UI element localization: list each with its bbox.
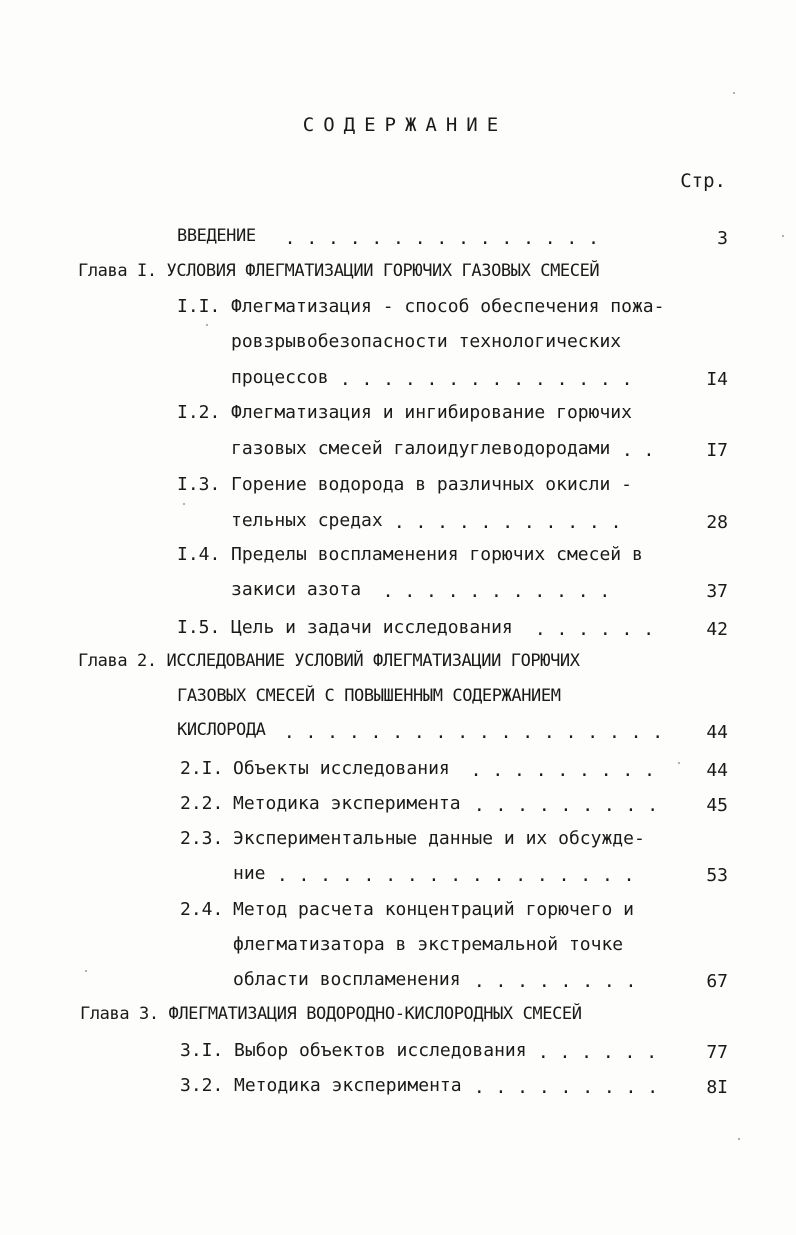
toc-leader-dots: . . . . . . . . . bbox=[463, 795, 659, 816]
toc-page-number: 67 bbox=[706, 971, 728, 992]
toc-page-number: 53 bbox=[706, 865, 728, 886]
toc-chapter-title-line: ГАЗОВЫХ СМЕСЕЙ С ПОВЫШЕННЫМ СОДЕРЖАНИЕМ bbox=[177, 686, 561, 706]
scan-speck bbox=[782, 235, 784, 237]
toc-leader-dots: . . . . . . bbox=[524, 619, 655, 640]
toc-page-number: 44 bbox=[706, 760, 728, 781]
toc-section-title-line: Методика эксперимента bbox=[234, 1075, 462, 1096]
toc-leader-dots: . . . . . . . . . . . bbox=[383, 512, 622, 533]
toc-leader-dots: . . . . . . . . . . . . . . . . . . bbox=[273, 722, 664, 743]
toc-section-title-line: Горение водорода в различных окисли - bbox=[231, 474, 632, 495]
toc-section-title-line: ровзрывобезопасности технологических bbox=[231, 331, 622, 352]
toc-section-number: I.4. bbox=[177, 544, 221, 565]
toc-leader-dots: . . . . . . . . . . . bbox=[361, 581, 611, 602]
toc-section-title-line: процессов bbox=[231, 367, 329, 388]
toc-chapter-3-heading: Глава 3. ФЛЕГМАТИЗАЦИЯ ВОДОРОДНО-КИСЛОРОДНЫХ СМЕСЕЙ bbox=[80, 1004, 582, 1024]
toc-leader-dots: . . bbox=[611, 440, 655, 461]
toc-section-number: 2.I. bbox=[180, 758, 224, 779]
toc-section-number: 3.I. bbox=[180, 1040, 224, 1061]
page-title: СОДЕРЖАНИЕ bbox=[302, 114, 508, 136]
toc-section-title-line: Флегматизация и ингибирование горючих bbox=[231, 402, 632, 423]
toc-page-number: 42 bbox=[706, 619, 728, 640]
toc-page-number: 37 bbox=[706, 581, 728, 602]
toc-section-number: I.I. bbox=[177, 296, 221, 317]
scan-speck bbox=[206, 324, 208, 326]
toc-section-number: 2.3. bbox=[180, 828, 224, 849]
toc-page-number: 44 bbox=[706, 722, 728, 743]
toc-section-title-line: Пределы воспламенения горючих смесей в bbox=[231, 544, 643, 565]
toc-section-title-line: Цель и задачи исследования bbox=[231, 617, 513, 638]
toc-leader-dots: . . . . . . . . . bbox=[449, 760, 655, 781]
toc-section-number: 3.2. bbox=[180, 1075, 224, 1096]
toc-page-number: 77 bbox=[706, 1042, 728, 1063]
toc-section-title-line: тельных средах bbox=[231, 510, 383, 531]
scan-speck bbox=[85, 970, 87, 972]
scan-speck bbox=[183, 503, 185, 505]
toc-section-title-line: флегматизатора в экстремальной точке bbox=[233, 934, 624, 955]
toc-section-number: 2.2. bbox=[180, 793, 224, 814]
toc-section-title-line: Объекты исследования bbox=[233, 758, 450, 779]
toc-section-title-line: Экспериментальные данные и их обсужде- bbox=[233, 828, 645, 849]
toc-leader-dots: . . . . . . bbox=[527, 1042, 658, 1063]
toc-section-number: 2.4. bbox=[180, 899, 224, 920]
toc-section-title-line: Методика эксперимента bbox=[233, 793, 461, 814]
toc-entry-intro-label: ВВЕДЕНИЕ bbox=[177, 226, 256, 246]
scan-speck bbox=[738, 1138, 740, 1140]
toc-section-title-line: ние bbox=[233, 863, 266, 884]
toc-leader-dots: . . . . . . . . . . . . . . bbox=[329, 369, 633, 390]
toc-chapter-2-heading: Глава 2. ИССЛЕДОВАНИЕ УСЛОВИЙ ФЛЕГМАТИЗАЦИИ ГОРЮЧИХ bbox=[78, 651, 580, 671]
toc-leader-dots: . . . . . . . . . . . . . . . . . bbox=[266, 865, 635, 886]
toc-section-number: I.5. bbox=[177, 617, 221, 638]
toc-section-title-line: Метод расчета концентраций горючего и bbox=[233, 899, 634, 920]
toc-section-title-line: Выбор объектов исследования bbox=[234, 1040, 527, 1061]
scan-speck bbox=[678, 762, 680, 764]
toc-page-number: 3 bbox=[717, 228, 728, 249]
page-column-header: Стр. bbox=[680, 170, 726, 192]
toc-page-number: I4 bbox=[706, 369, 728, 390]
toc-leader-dots: . . . . . . . . . . . . . . . bbox=[263, 228, 599, 249]
toc-section-title-line: закиси азота bbox=[231, 579, 362, 600]
toc-chapter-title-line: КИСЛОРОДА bbox=[177, 720, 266, 740]
toc-leader-dots: . . . . . . . . . bbox=[463, 1077, 659, 1098]
toc-section-title-line: газовых смесей галоидуглеводородами bbox=[231, 438, 611, 459]
toc-chapter-1-heading: Глава I. УСЛОВИЯ ФЛЕГМАТИЗАЦИИ ГОРЮЧИХ ГАЗОВЫХ СМЕСЕЙ bbox=[78, 261, 600, 281]
toc-page-number: 28 bbox=[706, 512, 728, 533]
toc-page-number: I7 bbox=[706, 440, 728, 461]
toc-section-title-line: области воспламенения bbox=[233, 969, 461, 990]
toc-page-number: 8I bbox=[706, 1077, 728, 1098]
toc-section-number: I.3. bbox=[177, 474, 221, 495]
toc-section-number: I.2. bbox=[177, 402, 221, 423]
scan-speck bbox=[733, 92, 735, 94]
toc-section-title-line: Флегматизация - способ обеспечения пожа- bbox=[231, 296, 665, 317]
toc-page-number: 45 bbox=[706, 795, 728, 816]
toc-leader-dots: . . . . . . . . bbox=[463, 971, 637, 992]
